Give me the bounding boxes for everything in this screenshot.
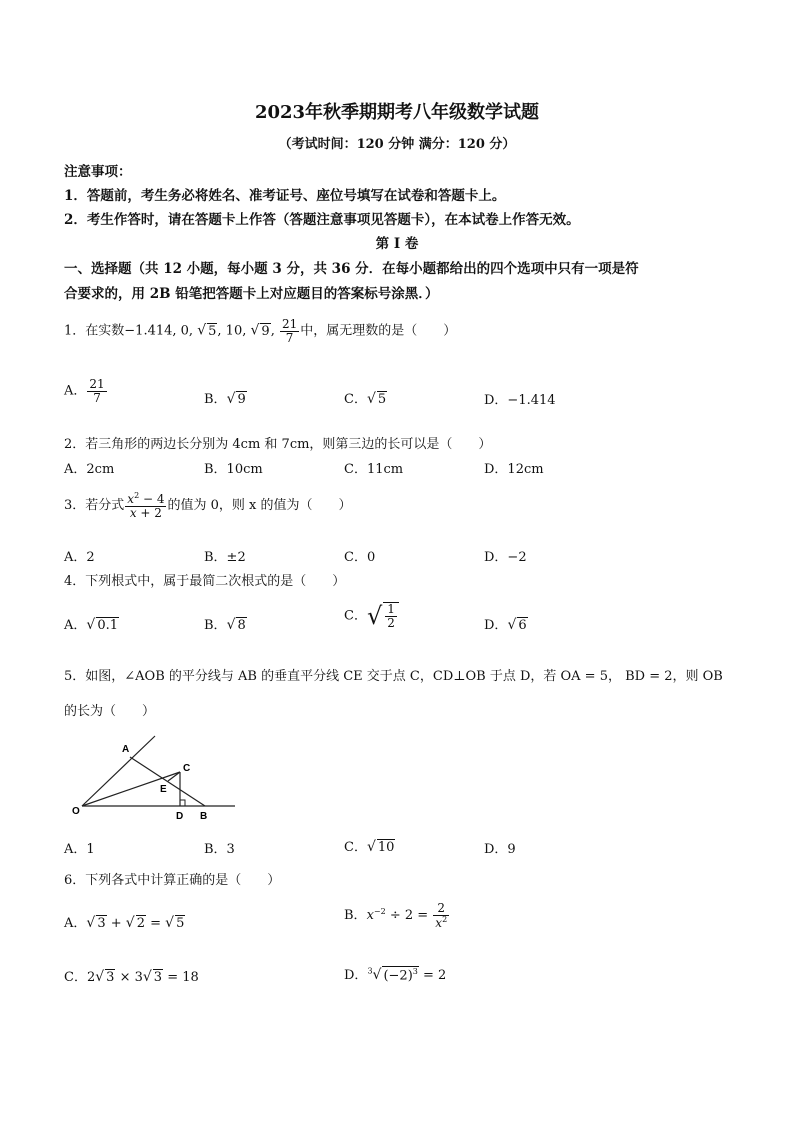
- q3-option-b: B．±2: [204, 550, 246, 565]
- q4-option-c: C．√ $\frac{1}{2}$: [344, 602, 399, 630]
- q6-option-b: B．$x^{-2} \div 2$ = $\frac{2}{x^2}$: [344, 901, 448, 930]
- label-c: C: [183, 763, 191, 774]
- q4-option-d: D．√ 6: [484, 617, 527, 633]
- segment-ce: [168, 772, 180, 781]
- question-1: 1．在实数−1.414, 0, √ 5, 10, √ 9, $\frac{21}{7}$ 中，属无理数的是（ ）: [64, 317, 457, 345]
- q4-option-a: A．√ 0.1: [64, 617, 118, 633]
- q1-option-d: D．−1.414: [484, 393, 556, 408]
- segment-ab: [130, 757, 205, 806]
- q3-option-d: D．−2: [484, 550, 527, 565]
- question-5-line2: 的长为（ ）: [64, 704, 156, 719]
- q2-option-a: A．2cm: [64, 462, 115, 477]
- question-2: 2．若三角形的两边长分别为 4cm 和 7cm，则第三边的长可以是（ ）: [64, 437, 492, 452]
- notice-heading: 注意事项：: [64, 164, 132, 180]
- label-d: D: [176, 811, 184, 822]
- ray-oa: [82, 736, 155, 806]
- q1-option-b: B．√ 9: [204, 391, 246, 407]
- q5-figure: [60, 728, 240, 828]
- label-a: A: [122, 744, 130, 755]
- q6-option-a: A．√ 3 + √ 2 = √ 5: [64, 915, 185, 931]
- q2-option-d: D．12cm: [484, 462, 544, 477]
- section1-line2: 合要求的，用 2B 铅笔把答题卡上对应题目的答案标号涂黑．）: [64, 286, 439, 302]
- exam-info: （考试时间：120 分钟 满分：120 分）: [278, 137, 516, 152]
- q1-option-a: A． $\frac{21}{7}$: [64, 377, 105, 405]
- q6-option-c: C．2√ 3 × 3√ 3 = 18: [64, 969, 199, 985]
- q6-option-d: D．$^3$√ $(-2)^3 = 2$: [344, 966, 447, 983]
- q3-option-a: A．2: [64, 550, 95, 565]
- question-6: 6．下列各式中计算正确的是（ ）: [64, 873, 281, 888]
- q1-option-c: C．√ 5: [344, 391, 387, 407]
- q2-option-b: B．10cm: [204, 462, 263, 477]
- notice-item-1: 1．答题前，考生务必将姓名、准考证号、座位号填写在试卷和答题卡上。: [64, 188, 506, 204]
- q5-option-c: C．√ 10: [344, 839, 395, 855]
- question-3: 3．若分式 $\frac{x^2 - 4}{x + 2}$ 的值为 0，则 x 的值为（ ）: [64, 491, 352, 520]
- label-b: B: [200, 811, 208, 822]
- q5-option-d: D．9: [484, 842, 516, 857]
- question-5-line1: 5．如图，∠AOB 的平分线与 AB 的垂直平分线 CE 交于点 C，CD⊥OB 于点 D，若 OA = 5， BD = 2，则 OB: [64, 669, 723, 684]
- section1-line1: 一、选择题（共 12 小题，每小题 3 分，共 36 分．在每小题都给出的四个选项中只有一项是符: [64, 261, 639, 277]
- volume-heading: 第 I 卷: [375, 236, 419, 252]
- right-angle-mark: [180, 800, 185, 806]
- q2-option-c: C．11cm: [344, 462, 404, 477]
- q3-option-c: C．0: [344, 550, 376, 565]
- label-o: O: [72, 806, 80, 817]
- notice-item-2: 2．考生作答时，请在答题卡上作答（答题注意事项见答题卡），在本试卷上作答无效。: [64, 212, 580, 228]
- question-4: 4．下列根式中，属于最简二次根式的是（ ）: [64, 574, 346, 589]
- q5-option-a: A．1: [64, 842, 95, 857]
- q5-option-b: B．3: [204, 842, 235, 857]
- q4-option-b: B．√ 8: [204, 617, 246, 633]
- label-e: E: [160, 784, 167, 795]
- page-title: 2023年秋季期期考八年级数学试题: [254, 102, 540, 123]
